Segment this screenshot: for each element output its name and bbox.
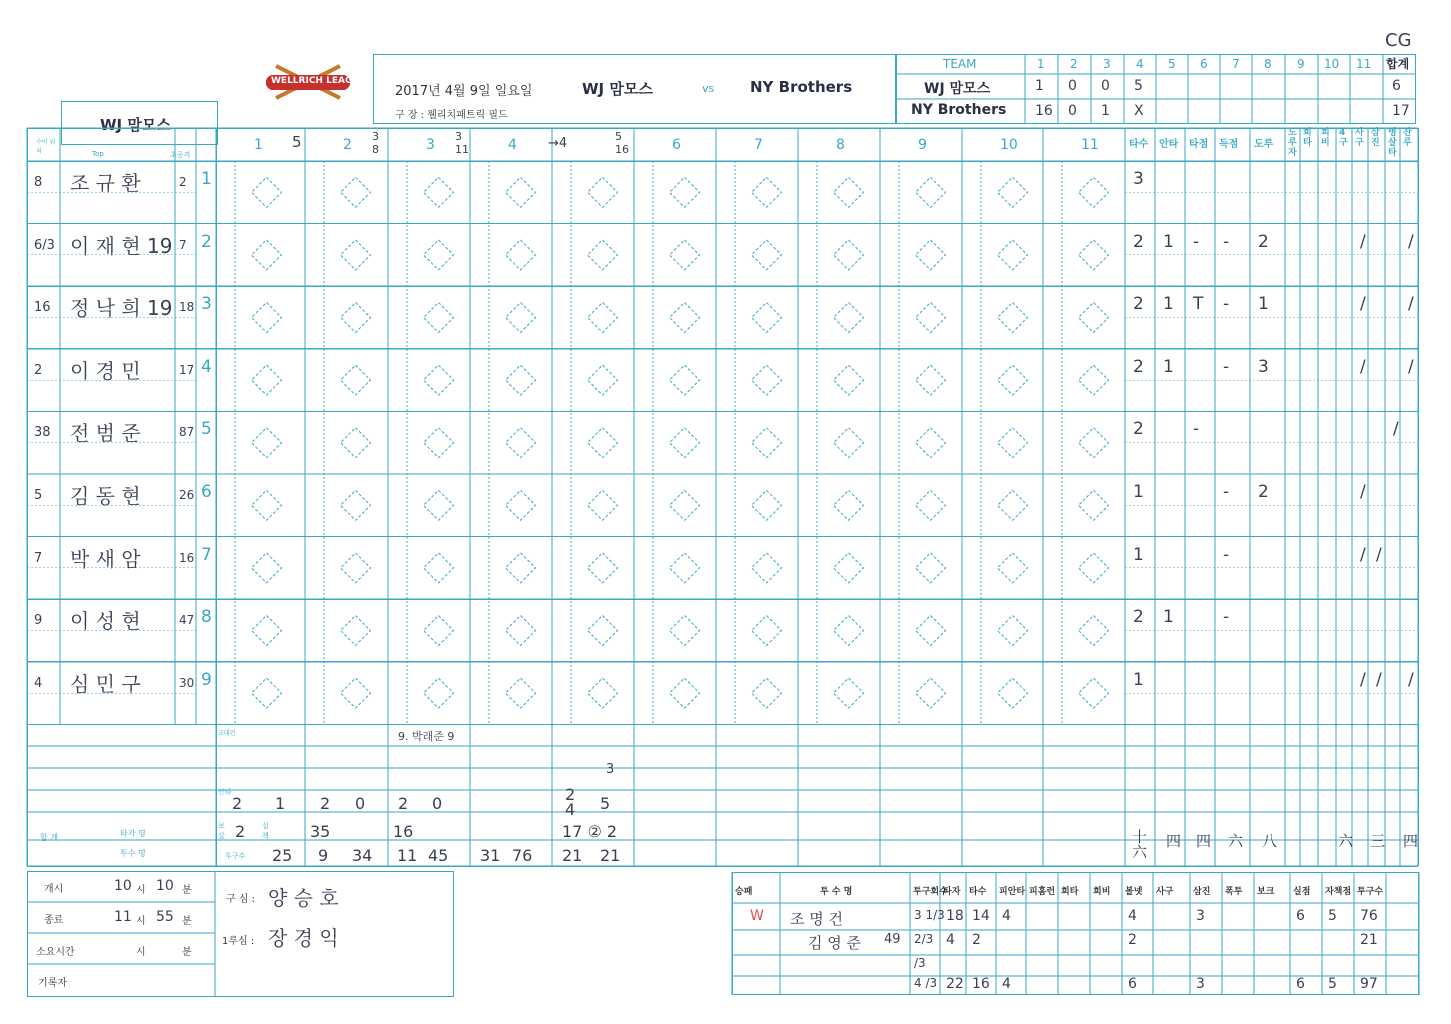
bottom-header: 초공격 — [170, 151, 191, 159]
batter-2-stat-5: 2 — [1258, 231, 1269, 252]
batter-name-2: 이 재 현 19 — [70, 233, 173, 258]
stat-mark-4: 六 — [1228, 832, 1244, 850]
batter-4-stat-1: 2 — [1133, 356, 1144, 377]
batter-order-9: 9 — [201, 669, 212, 690]
pitching-header-7: 피홈런 — [1029, 887, 1056, 897]
batter-3-stat-10: / — [1360, 294, 1366, 315]
pitching-4-h: 4 — [1002, 976, 1011, 992]
batter-name-label: 타자 명 — [120, 829, 146, 838]
duration-hour-unit: 시 — [136, 947, 146, 958]
inning-annotation-1: 5 — [292, 133, 302, 151]
inning-annotation-4: →4 — [548, 136, 568, 151]
pitching-header-6: 피안타 — [999, 887, 1026, 897]
batter-name-4: 이 경 민 — [70, 358, 141, 383]
batter-num-4: 17 — [179, 362, 195, 377]
batter-pos-4: 2 — [34, 362, 43, 378]
start-hour-unit: 시 — [136, 885, 146, 896]
pitching-header-10: 볼넷 — [1125, 887, 1143, 897]
bo-total-1: 2 — [235, 822, 246, 841]
inning-header-4: 4 — [508, 137, 517, 153]
linescore-inning-8: 8 — [1264, 57, 1272, 71]
team-box-name: WJ 맘모스 — [100, 116, 171, 134]
pitching-1-name: 조 명 건 — [790, 910, 844, 928]
sil-label: 실책 — [262, 822, 269, 840]
linescore-inning-9: 9 — [1297, 57, 1305, 71]
pitching-4-bf: 22 — [946, 976, 964, 992]
pitching-header-15: 실점 — [1293, 887, 1311, 897]
batter-2-stat-13: / — [1408, 231, 1414, 252]
start-label: 개시 — [44, 884, 64, 895]
batter-num-9: 30 — [179, 675, 195, 690]
pitches-total-3: 34 — [352, 846, 373, 865]
batter-5-stat-12: / — [1393, 419, 1399, 440]
inning-header-6: 6 — [672, 137, 681, 153]
stat-mark-2: 四 — [1166, 832, 1182, 850]
top-header: Top — [92, 150, 104, 158]
pitching-3-ip: /3 — [914, 956, 926, 970]
inning-annotation-2: 3 8 — [372, 130, 379, 156]
linescore-score-2-3: 1 — [1101, 103, 1110, 119]
inning-header-9: 9 — [918, 137, 927, 153]
batter-1-stat-1: 3 — [1133, 169, 1144, 189]
batter-7-stat-1: 1 — [1133, 544, 1144, 565]
batter-num-2: 7 — [179, 237, 187, 252]
pitching-1-r: 6 — [1296, 908, 1305, 924]
batter-6-stat-4: - — [1223, 482, 1230, 502]
batter-num-8: 47 — [179, 613, 195, 628]
venue: 구 장 : 웰리치패트릭 필드 — [395, 110, 508, 121]
batter-2-stat-10: / — [1360, 231, 1366, 252]
pitches-total-8: 21 — [562, 846, 583, 865]
batter-order-5: 5 — [201, 419, 212, 440]
pitching-2-name: 김 영 준 — [808, 934, 862, 952]
linescore-inning-11: 11 — [1356, 57, 1372, 71]
inning-header-3: 3 — [426, 137, 435, 153]
pitches-label: 투구수 — [225, 852, 246, 860]
batter-3-stat-2: 1 — [1163, 294, 1174, 315]
pitching-header-14: 보크 — [1257, 887, 1275, 897]
batter-7-stat-11: / — [1376, 544, 1382, 565]
linescore-score-1-4: 5 — [1134, 78, 1143, 94]
end-hour-unit: 시 — [136, 916, 146, 927]
pitches-total-6: 31 — [480, 846, 501, 865]
pitching-header-4: 타자 — [943, 887, 961, 897]
batter-num-6: 26 — [179, 488, 195, 502]
batter-2-stat-4: - — [1223, 231, 1230, 252]
linescore-total-header: 합계 — [1386, 57, 1410, 71]
batter-2-stat-3: - — [1193, 231, 1200, 252]
stat-header-4: 득점 — [1219, 139, 1239, 150]
hits-total-2: 1 — [275, 794, 286, 813]
stat-header-12: 병살타 — [1388, 128, 1397, 158]
batter-4-stat-10: / — [1360, 356, 1366, 377]
hits-label: 안타 — [218, 788, 232, 796]
batter-name-8: 이 성 현 — [70, 609, 141, 634]
hits-total-7: 2 4 — [565, 785, 576, 819]
batter-order-8: 8 — [201, 607, 212, 628]
pitching-header-1: 승패 — [735, 887, 753, 897]
hits-total-5: 2 — [398, 794, 409, 813]
stat-header-2: 안타 — [1159, 139, 1179, 150]
stat-header-13: 잔루 — [1403, 128, 1412, 148]
batter-8-stat-2: 1 — [1163, 607, 1174, 628]
inning-annotation-3: 3 11 — [455, 130, 469, 156]
pitching-1-result: W — [750, 908, 764, 924]
logo-text: WELLRICH LEAGUE — [271, 76, 366, 86]
linescore-team-2: NY Brothers — [911, 102, 1007, 118]
stat-header-7: 희타 — [1303, 128, 1312, 148]
pitching-1-so: 3 — [1196, 908, 1205, 924]
game-date: 2017년 4월 9일 일요일 — [395, 84, 533, 99]
linescore-score-1-1: 1 — [1035, 78, 1044, 94]
batter-pos-2: 6/3 — [34, 237, 55, 253]
batter-order-4: 4 — [201, 356, 212, 377]
stat-mark-5: 八 — [1262, 832, 1278, 850]
pitching-4-ip: 4 /3 — [914, 976, 938, 990]
stat-mark-7: 六 — [1338, 832, 1354, 850]
pitching-1-ip: 3 1/3 — [914, 908, 945, 922]
batter-name-1: 조 규 환 — [70, 171, 141, 195]
batter-pos-5: 38 — [34, 425, 51, 441]
linescore-inning-1: 1 — [1037, 57, 1045, 71]
stat-header-10: 사구 — [1355, 128, 1364, 148]
hits-total-3: 2 — [320, 794, 331, 813]
pitching-4-so: 3 — [1196, 976, 1205, 992]
linescore-inning-6: 6 — [1200, 57, 1208, 71]
batter-name-9: 심 민 구 — [70, 671, 141, 696]
batter-7-stat-4: - — [1223, 544, 1230, 565]
batter-3-stat-3: T — [1193, 294, 1204, 315]
sub-label: 교대런 — [218, 730, 236, 737]
batter-5-stat-3: - — [1193, 419, 1200, 440]
batter-order-7: 7 — [201, 544, 212, 565]
pitching-1-bf: 18 — [946, 908, 964, 924]
stat-header-6: 도루자 — [1288, 128, 1297, 158]
base-umpire-name: 장 경 익 — [268, 926, 339, 950]
umpire-name: 양 승 호 — [268, 886, 339, 910]
batter-8-stat-4: - — [1223, 607, 1230, 628]
stat-header-11: 삼진 — [1371, 128, 1380, 148]
batter-name-7: 박 새 암 — [70, 546, 141, 571]
bo-total-3: 16 — [393, 822, 414, 841]
batter-4-stat-5: 3 — [1258, 356, 1269, 377]
inning-header-2: 2 — [343, 137, 352, 153]
base-umpire-label: 1루심 : — [222, 936, 255, 947]
end-hour: 11 — [114, 909, 132, 925]
pitching-header-16: 자책점 — [1325, 887, 1352, 897]
inning-header-8: 8 — [836, 137, 845, 153]
start-hour: 10 — [114, 878, 132, 894]
batter-pos-6: 5 — [34, 488, 43, 503]
batter-4-stat-2: 1 — [1163, 356, 1174, 377]
batter-9-stat-11: / — [1376, 669, 1382, 690]
batter-9-stat-13: / — [1408, 669, 1414, 690]
pitching-4-ab: 16 — [972, 976, 990, 992]
corner-mark: CG — [1385, 30, 1412, 51]
batter-num-3: 18 — [179, 300, 195, 315]
batter-3-stat-5: 1 — [1258, 294, 1269, 315]
linescore-inning-4: 4 — [1136, 57, 1144, 71]
end-label: 종료 — [44, 915, 64, 926]
batter-pos-7: 7 — [34, 550, 43, 566]
pitches-total-1: 25 — [272, 846, 293, 865]
duration-min-unit: 분 — [182, 947, 192, 958]
away-team-name: NY Brothers — [750, 78, 853, 96]
stat-mark-3: 四 — [1196, 832, 1212, 850]
linescore-inning-5: 5 — [1168, 57, 1176, 71]
inning-annotation-5: 5 16 — [615, 130, 629, 156]
pitching-2-bf: 4 — [946, 932, 955, 948]
pitching-1-h: 4 — [1002, 908, 1011, 924]
linescore-inning-2: 2 — [1070, 57, 1078, 71]
pitches-total-5: 45 — [428, 846, 449, 865]
batter-name-3: 정 낙 희 19 — [70, 296, 173, 321]
bo-total-2: 35 — [310, 822, 331, 841]
pitches-total-9: 21 — [600, 846, 621, 865]
batter-7-stat-10: / — [1360, 544, 1366, 565]
umpire-label: 구 심 : — [226, 894, 256, 905]
batter-num-7: 16 — [179, 550, 195, 565]
pitching-1-er: 5 — [1328, 908, 1337, 924]
batter-order-2: 2 — [201, 231, 212, 252]
linescore-total-1: 6 — [1392, 78, 1401, 94]
stat-header-9: 4구 — [1339, 128, 1348, 148]
inning-header-7: 7 — [754, 137, 763, 153]
batter-num-5: 87 — [179, 425, 195, 440]
pitches-total-4: 11 — [397, 846, 418, 865]
batter-2-stat-1: 2 — [1133, 231, 1144, 252]
batter-name-6: 김 동 현 — [70, 484, 141, 508]
recorder-label: 기록자 — [38, 978, 67, 989]
batter-6-stat-5: 2 — [1258, 482, 1269, 502]
batter-8-stat-1: 2 — [1133, 607, 1144, 628]
linescore-score-2-1: 16 — [1035, 103, 1053, 119]
stat-header-3: 타점 — [1189, 139, 1209, 150]
end-min-unit: 분 — [182, 916, 192, 927]
batter-5-stat-1: 2 — [1133, 419, 1144, 440]
batter-3-stat-1: 2 — [1133, 294, 1144, 315]
pitching-1-ab: 14 — [972, 908, 990, 924]
pitching-2-np: 21 — [1360, 932, 1378, 948]
pitching-header-5: 타수 — [969, 887, 987, 897]
substitute-note: 9. 박래준 9 — [398, 730, 455, 743]
total-label: 합 계 — [40, 833, 58, 842]
batter-pos-8: 9 — [34, 613, 43, 629]
batter-pos-9: 4 — [34, 675, 43, 691]
pitching-2-num: 49 — [884, 932, 901, 947]
pitching-4-bb: 6 — [1128, 976, 1137, 992]
batter-order-6: 6 — [201, 482, 212, 502]
pitching-2-bb: 2 — [1128, 932, 1137, 948]
batter-9-stat-10: / — [1360, 669, 1366, 690]
pitching-2-ip: 2/3 — [914, 932, 934, 946]
pitching-header-9: 희비 — [1093, 887, 1111, 897]
linescore-team-1: WJ 맘모스 — [924, 81, 991, 97]
pitching-2-ab: 2 — [972, 932, 981, 948]
batter-3-stat-13: / — [1408, 294, 1414, 315]
stat-header-5: 도루 — [1254, 139, 1274, 150]
pitching-1-bb: 4 — [1128, 908, 1137, 924]
linescore-score-1-2: 0 — [1068, 78, 1077, 94]
inning-header-10: 10 — [1000, 137, 1018, 153]
stat-header-1: 타수 — [1129, 139, 1149, 150]
pitching-header-12: 삼진 — [1193, 887, 1211, 897]
end-min: 55 — [156, 909, 174, 925]
stat-mark-1: 十六 — [1132, 828, 1148, 861]
linescore-score-2-2: 0 — [1068, 103, 1077, 119]
linescore-score-1-3: 0 — [1101, 78, 1110, 94]
batter-6-stat-10: / — [1360, 482, 1366, 502]
pitching-header-2: 투 수 명 — [820, 887, 853, 897]
hits-total-1: 2 — [232, 794, 243, 813]
linescore-score-2-4: X — [1134, 103, 1144, 119]
batter-num-1: 2 — [179, 175, 187, 189]
stat-mark-9: 四 — [1403, 832, 1419, 850]
bo-total-4: 17 ② 2 — [562, 822, 618, 841]
home-team-name: WJ 맘모스 — [582, 80, 653, 98]
pitching-4-er: 5 — [1328, 976, 1337, 992]
pitcher-name-label: 투수 명 — [120, 849, 146, 858]
batter-9-stat-1: 1 — [1133, 669, 1144, 690]
hits-total-6: 0 — [432, 794, 443, 813]
hits-total-4: 0 — [355, 794, 366, 813]
pos-header: 수비 위치 — [36, 139, 56, 155]
pitching-4-np: 97 — [1360, 976, 1378, 992]
linescore-inning-3: 3 — [1103, 57, 1111, 71]
batter-name-5: 전 범 준 — [70, 421, 141, 446]
stat-mark-8: 三 — [1370, 832, 1386, 850]
pitching-4-r: 6 — [1296, 976, 1305, 992]
linescore-inning-10: 10 — [1324, 57, 1340, 71]
pitching-header-11: 사구 — [1156, 887, 1174, 897]
vs-label: vs — [702, 82, 715, 95]
pitching-header-8: 희타 — [1061, 887, 1079, 897]
inning-header-11: 11 — [1081, 137, 1099, 153]
batter-4-stat-4: - — [1223, 356, 1230, 377]
batter-2-stat-2: 1 — [1163, 231, 1174, 252]
batter-order-1: 1 — [201, 169, 212, 189]
batter-pos-3: 16 — [34, 300, 51, 316]
linescore-inning-7: 7 — [1232, 57, 1240, 71]
linescore-team-header: TEAM — [943, 57, 977, 71]
stat-header-8: 희비 — [1321, 128, 1330, 148]
start-min: 10 — [156, 878, 174, 894]
start-min-unit: 분 — [182, 885, 192, 896]
pitching-1-np: 76 — [1360, 908, 1378, 924]
batter-4-stat-13: / — [1408, 356, 1414, 377]
hits-total-8: 5 — [600, 794, 611, 813]
pitches-total-2: 9 — [318, 846, 329, 865]
bo-label: 보살 — [218, 822, 225, 840]
pitches-total-7: 76 — [512, 846, 533, 865]
linescore-total-2: 17 — [1392, 103, 1410, 119]
batter-6-stat-1: 1 — [1133, 482, 1144, 502]
runs-inning-4: 3 — [606, 762, 615, 777]
batter-pos-1: 8 — [34, 175, 43, 190]
pitching-header-17: 투구수 — [1357, 887, 1384, 897]
duration-label: 소요시간 — [36, 947, 75, 958]
batter-order-3: 3 — [201, 294, 212, 315]
batter-3-stat-4: - — [1223, 294, 1230, 315]
inning-header-1: 1 — [254, 137, 263, 153]
pitching-header-3: 투구회수 — [913, 887, 948, 897]
pitching-header-13: 폭투 — [1225, 887, 1243, 897]
